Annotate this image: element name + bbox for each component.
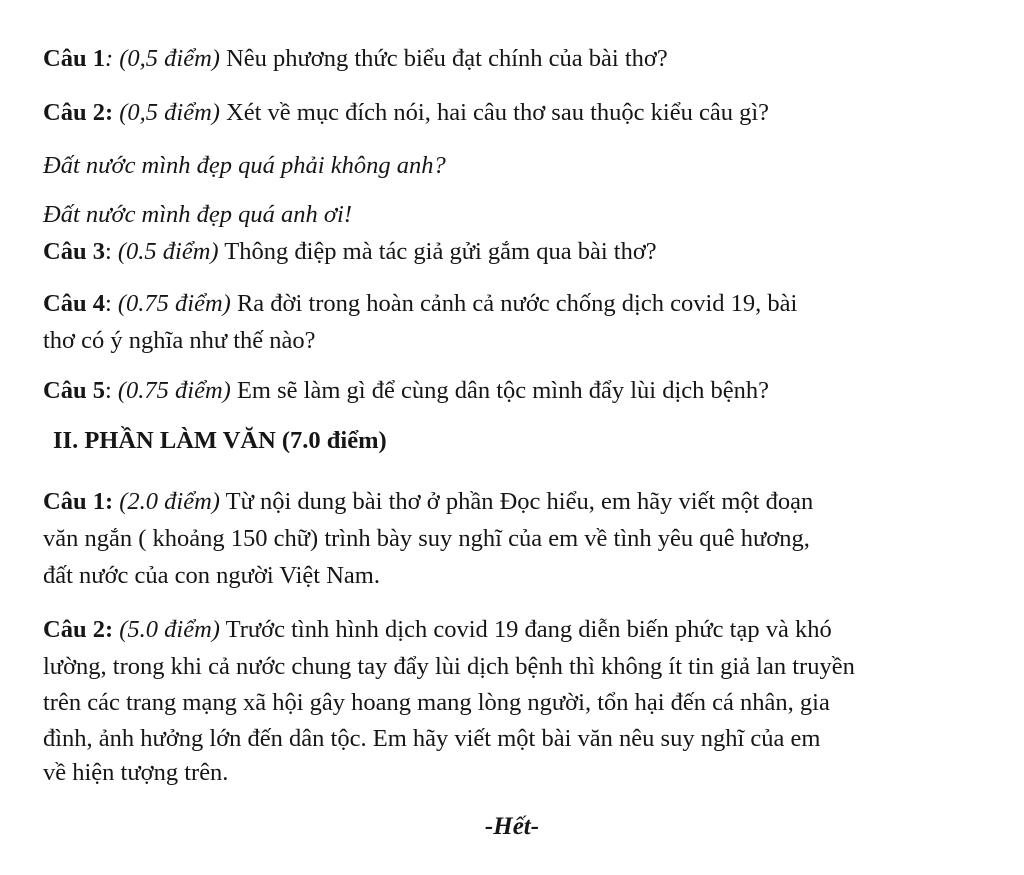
essay-question-1-text-line-1: Từ nội dung bài thơ ở phần Đọc hiểu, em hãy viết một đoạn <box>219 488 814 515</box>
question-4 <box>43 289 797 319</box>
section-heading: II. PHẦN LÀM VĂN (7.0 điểm) <box>53 427 387 454</box>
question-4-label: Câu 4 <box>43 290 105 317</box>
essay-question-1-text-line-3: đất nước của con người Việt Nam. <box>43 562 380 589</box>
question-5 <box>43 376 769 406</box>
essay-question-2-text-line-5: về hiện tượng trên. <box>43 759 229 786</box>
question-1-text: Nêu phương thức biểu đạt chính của bài thơ? <box>219 45 668 72</box>
essay-question-2-text-line-2: lường, trong khi cả nước chung tay đẩy lùi dịch bệnh thì không ít tin giả lan truyền <box>43 653 855 680</box>
question-2-points: (0,5 điểm) <box>113 99 220 126</box>
question-2-label: Câu 2: <box>43 99 114 126</box>
question-1-colon: : <box>104 45 114 72</box>
question-5-colon: : <box>104 377 112 404</box>
essay-question-2 <box>43 615 832 645</box>
question-1-points: (0,5 điểm) <box>113 45 220 72</box>
question-4-points: (0.75 điểm) <box>111 290 231 317</box>
question-5-label: Câu 5 <box>43 377 105 404</box>
question-1 <box>43 44 668 74</box>
essay-question-2-points: (5.0 điểm) <box>113 616 220 643</box>
question-4-text-line-2: thơ có ý nghĩa như thế nào? <box>43 327 316 354</box>
essay-question-1 <box>43 487 813 517</box>
question-5-points: (0.75 điểm) <box>111 377 231 404</box>
essay-question-1-label: Câu 1: <box>43 488 114 515</box>
question-4-colon: : <box>104 290 112 317</box>
question-3-text: Thông điệp mà tác giả gửi gắm qua bài thơ? <box>218 238 657 265</box>
question-3-points: (0.5 điểm) <box>111 238 219 265</box>
question-3 <box>43 237 657 267</box>
end-mark: -Hết- <box>484 813 540 840</box>
verse-line-1: Đất nước mình đẹp quá phải không anh? <box>43 152 446 179</box>
verse-line-2: Đất nước mình đẹp quá anh ơi! <box>43 201 352 228</box>
question-3-label: Câu 3 <box>43 238 105 265</box>
essay-question-2-text-line-4: đình, ảnh hưởng lớn đến dân tộc. Em hãy viết một bài văn nêu suy nghĩ của em <box>43 725 821 752</box>
essay-question-2-label: Câu 2: <box>43 616 114 643</box>
question-2 <box>43 98 769 128</box>
essay-question-1-points: (2.0 điểm) <box>113 488 220 515</box>
question-4-text-line-1: Ra đời trong hoàn cảnh cả nước chống dịch covid 19, bài <box>230 290 798 317</box>
question-1-label: Câu 1 <box>43 45 105 72</box>
essay-question-1-text-line-2: văn ngắn ( khoảng 150 chữ) trình bày suy nghĩ của em về tình yêu quê hương, <box>43 525 810 552</box>
essay-question-2-text-line-3: trên các trang mạng xã hội gây hoang mang lòng người, tổn hại đến cá nhân, gia <box>43 689 830 716</box>
question-2-text: Xét về mục đích nói, hai câu thơ sau thuộc kiểu câu gì? <box>219 99 769 126</box>
question-3-colon: : <box>104 238 112 265</box>
question-5-text: Em sẽ làm gì để cùng dân tộc mình đẩy lùi dịch bệnh? <box>230 377 770 404</box>
essay-question-2-text-line-1: Trước tình hình dịch covid 19 đang diễn biến phức tạp và khó <box>219 616 832 643</box>
